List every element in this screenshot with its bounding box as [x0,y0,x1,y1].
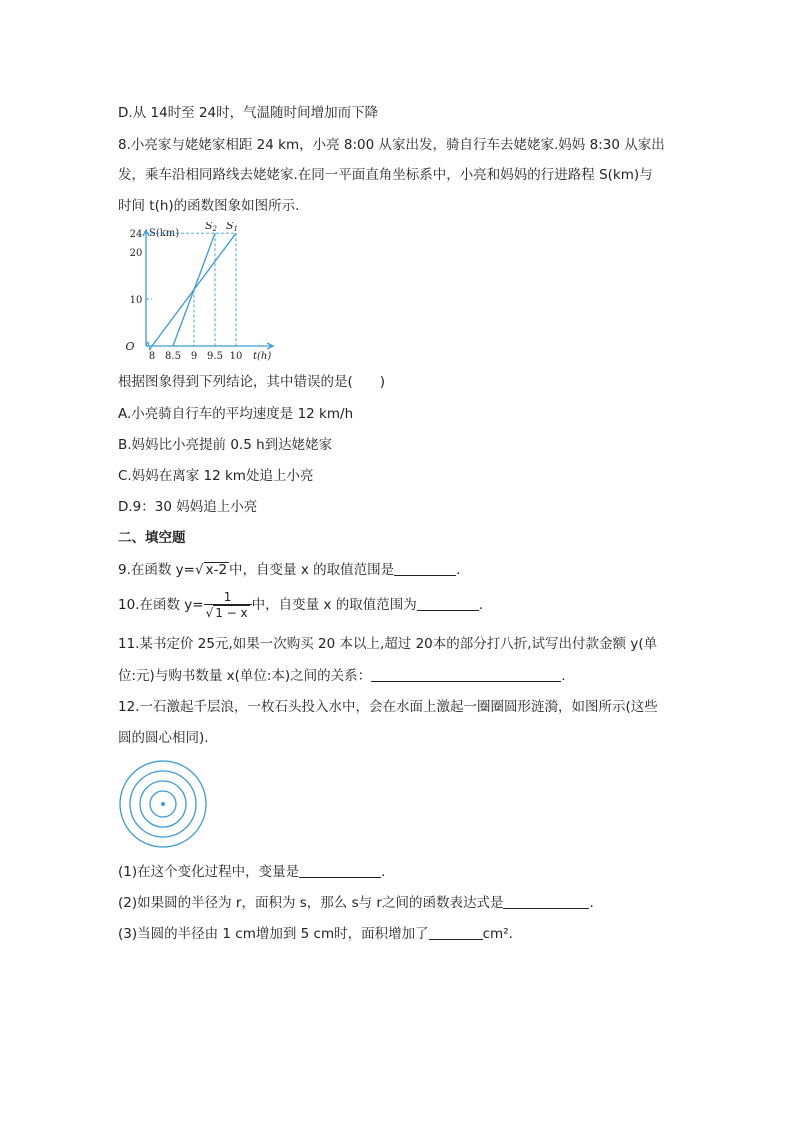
q12-sub3-blank[interactable] [429,925,483,940]
q12-sub1-blank[interactable] [299,863,381,878]
series-line-S1 [152,233,236,346]
q10-prefix: 10.在函数 y= [118,597,204,613]
q12-sub1-text: (1)在这个变化过程中，变量是 [118,864,300,880]
q12-sub3-text: (3)当圆的半径由 1 cm增加到 5 cm时，面积增加了 [118,926,429,942]
q10-answer-blank[interactable] [417,596,479,611]
ripple-center-dot [161,802,165,806]
q8-stem-line3: 时间 t(h)的函数图象如图所示. [118,198,300,214]
x-tick-label-8-5: 8.5 [165,351,181,362]
x-axis-label: t(h) [253,351,272,362]
y-tick-label-24: 24 [129,229,143,241]
section-title: 二、填空题 [118,530,186,546]
distance-time-chart [118,222,283,362]
q9-radicand: x-2 [205,562,228,578]
q10-numerator: 1 [204,591,252,605]
y-axis-label: S(km) [149,228,180,239]
q12-sub3-unit: cm². [482,926,513,942]
ripple-circles-figure [118,759,210,851]
q10-end: . [478,597,484,613]
q11-end: . [561,668,566,684]
q12-sub1 [118,863,385,881]
q12-sub3 [118,925,513,943]
q12-sub2-text: (2)如果圆的半径为 r，面积为 s，那么 s与 r之间的函数表达式是 [118,895,504,911]
series-label-S2: S2 [204,222,218,234]
q12-sub2 [118,894,594,912]
q11-text: 位:元)与购书数量 x(单位:本)之间的关系： [118,668,372,684]
q10 [118,590,483,620]
series-label-S1: S1 [225,222,239,234]
x-tick-label-10: 10 [229,351,243,362]
q10-fraction [204,591,252,620]
q12-sub2-end: . [589,895,594,911]
q12-line2: 圆的圆心相同). [118,730,209,746]
q10-denominator: 1 − x [215,605,248,620]
sqrt-sign: √ [205,605,214,620]
q7-option-d: D.从 14时至 24时，气温随时间增加而下降 [118,105,379,121]
q11-line1: 11.某书定价 25元,如果一次购买 20 本以上,超过 20本的部分打八折,试写出付款金额 y(单 [118,636,658,652]
q12-sub2-blank[interactable] [503,894,589,909]
origin-label: O [125,340,135,353]
series-label-sub-S1: 1 [233,225,239,234]
q12-sub1-end: . [381,864,386,880]
q8-option-b: B.妈妈比小亮提前 0.5 h到达姥姥家 [118,437,333,453]
q8-stem-line1: 8.小亮家与姥姥家相距 24 km，小亮 8:00 从家出发，骑自行车去姥姥家.妈妈 8:30 从家出 [118,137,665,153]
x-tick-label-9-5: 9.5 [207,351,223,362]
q8-question: 根据图象得到下列结论，其中错误的是( ) [118,374,386,390]
q8-stem-line2: 发，乘车沿相同路线去姥姥家.在同一平面直角坐标系中，小亮和妈妈的行进路程 S(km)与 [118,167,653,183]
q11-line2 [118,667,565,685]
sqrt-sign: √ [194,562,204,578]
series-label-sub-S2: 2 [212,225,218,234]
q11-answer-blank[interactable] [371,667,561,682]
q9-prefix: 9.在函数 y= [118,562,195,578]
x-tick-label-8: 8 [148,351,156,362]
q9-answer-blank[interactable] [394,561,456,576]
y-tick-label-20: 20 [129,248,143,259]
q8-option-d: D.9：30 妈妈追上小亮 [118,499,258,515]
y-tick-label-10: 10 [129,295,143,306]
q8-option-c: C.妈妈在离家 12 km处追上小亮 [118,468,314,484]
q8-option-a: A.小亮骑自行车的平均速度是 12 km/h [118,406,354,422]
x-tick-label-9: 9 [190,351,198,362]
q10-text: 中，自变量 x 的取值范围为 [251,597,417,613]
q9-text: 中，自变量 x 的取值范围是 [229,562,395,578]
q12-line1: 12.一石激起千层浪，一枚石头投入水中，会在水面上激起一圈圈圆形涟漪，如图所示(这些 [118,699,658,715]
q9 [118,561,460,579]
q9-end: . [456,562,461,578]
